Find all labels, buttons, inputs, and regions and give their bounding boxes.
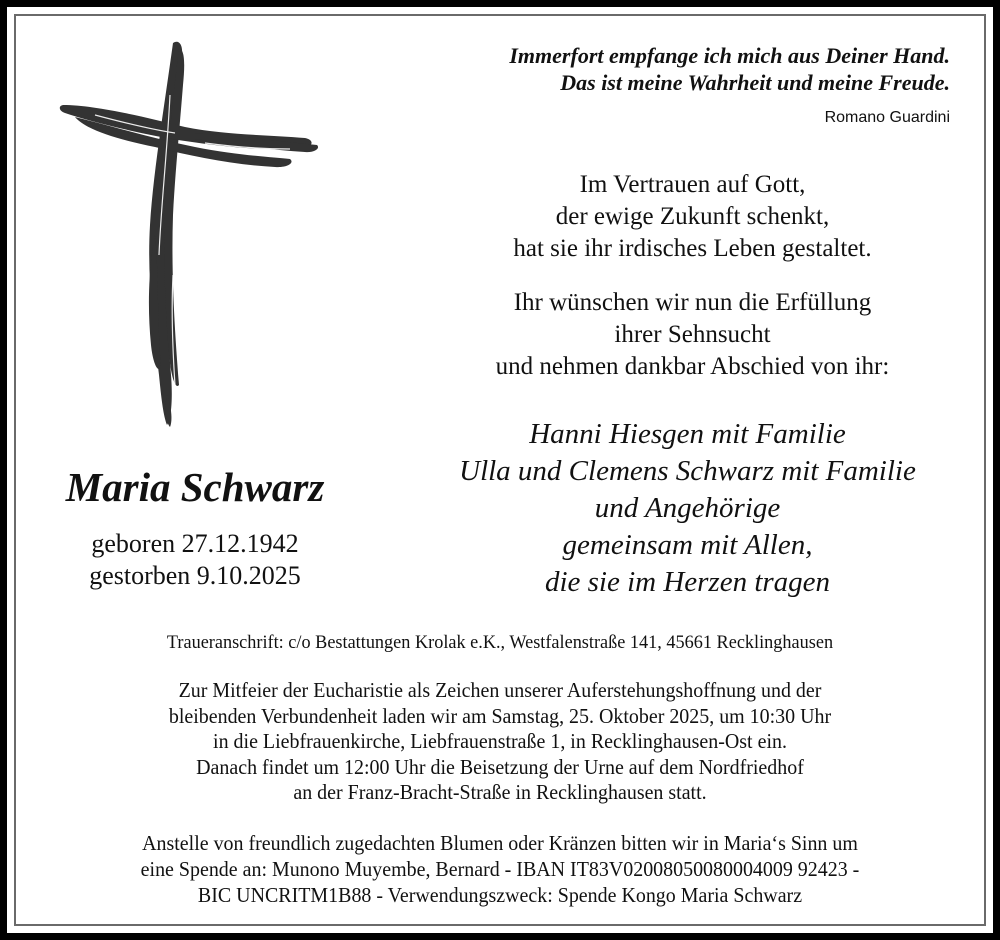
mourner-line: gemeinsam mit Allen,	[562, 529, 813, 561]
verse-line: hat sie ihr irdisches Leben gestaltet.	[513, 235, 872, 262]
death-date: gestorben 9.10.2025	[89, 561, 301, 590]
verse-line: Im Vertrauen auf Gott,	[579, 171, 806, 198]
donation-line: Anstelle von freundlich zugedachten Blumen oder Kränzen bitten wir in Maria‘s Sinn um	[142, 831, 858, 855]
service-line: Zur Mitfeier der Eucharistie als Zeichen unserer Auferstehungshoffnung und der	[178, 678, 822, 702]
quote-author: Romano Guardini	[824, 109, 950, 126]
mourner-line: die sie im Herzen tragen	[544, 566, 831, 598]
service-line: Danach findet um 12:00 Uhr die Beisetzung der Urne auf dem Nordfriedhof	[196, 754, 804, 779]
quote-line: Das ist meine Wahrheit und meine Freude.	[560, 70, 950, 95]
service-line: an der Franz-Bracht-Straße in Recklinghausen statt.	[293, 780, 707, 804]
mourner-line: und Angehörige	[594, 492, 781, 524]
verse-line: ihrer Sehnsucht	[614, 321, 771, 348]
quote-line: Immerfort empfange ich mich aus Deiner Hand.	[509, 43, 950, 68]
cross-icon	[55, 35, 330, 430]
service-info	[20, 678, 980, 806]
mourner-line: Hanni Hiesgen mit Familie	[529, 418, 846, 450]
donation-line: eine Spende an: Munono Muyembe, Bernard - IBAN IT83V02008050080004009 92423 -	[140, 857, 860, 881]
deceased-name: Maria Schwarz	[65, 464, 325, 510]
donation-info	[20, 830, 980, 908]
donation-line: BIC UNCRITM1B88 - Verwendungszweck: Spende Kongo Maria Schwarz	[197, 883, 803, 907]
service-line: bleibenden Verbundenheit laden wir am Samstag, 25. Oktober 2025, um 10:30 Uhr	[168, 703, 832, 728]
verse-stanza-1	[415, 169, 970, 265]
verse-stanza-2	[415, 287, 970, 383]
verse-line: der ewige Zukunft schenkt,	[555, 203, 830, 230]
life-dates	[30, 528, 360, 592]
mourners-list	[400, 416, 975, 601]
service-line: in die Liebfrauenkirche, Liebfrauenstraße 1, in Recklinghausen-Ost ein.	[213, 729, 787, 753]
mourner-line: Ulla und Clemens Schwarz mit Familie	[459, 455, 916, 487]
verse-line: Ihr wünschen wir nun die Erfüllung	[513, 289, 872, 316]
mourning-address: Traueranschrift: c/o Bestattungen Krolak e.K., Westfalenstraße 141, 45661 Recklinghausen	[166, 632, 834, 653]
quote	[509, 42, 950, 96]
verse-line: und nehmen dankbar Abschied von ihr:	[495, 353, 890, 380]
birth-date: geboren 27.12.1942	[91, 529, 299, 558]
